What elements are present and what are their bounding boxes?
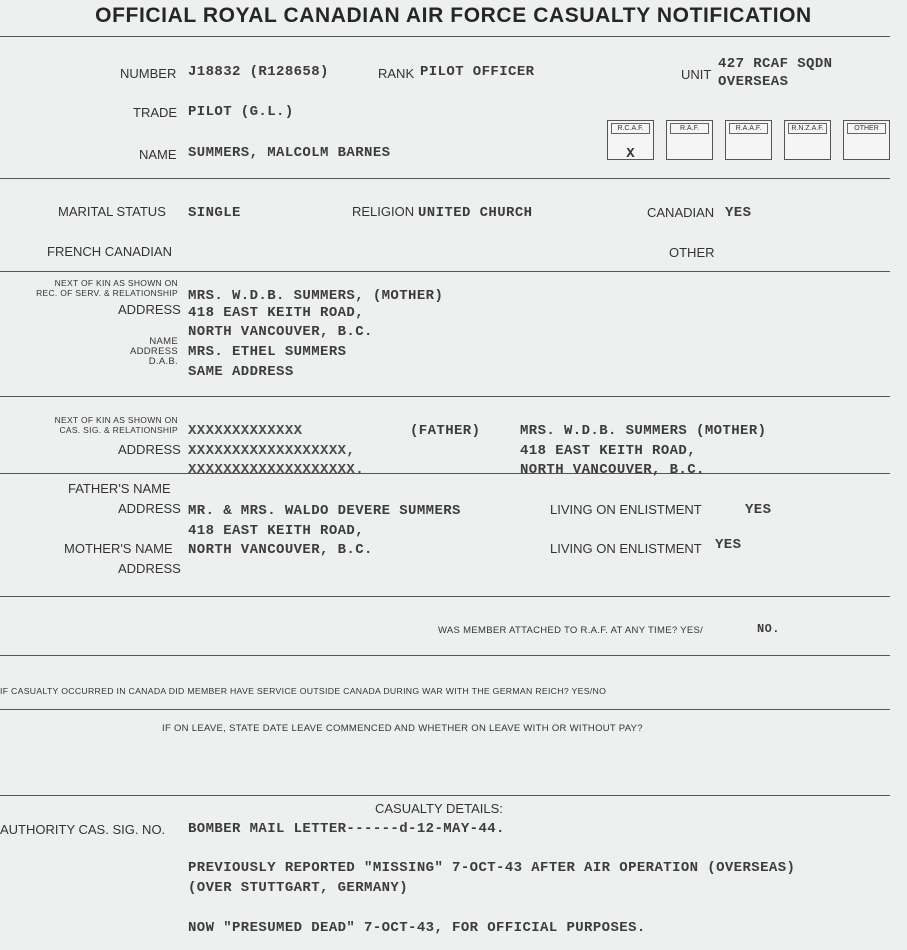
mother-address-label: ADDRESS [118, 561, 181, 576]
name-label: NAME [139, 147, 177, 162]
canadian-value: YES [725, 205, 752, 221]
religion-value: UNITED CHURCH [418, 205, 533, 221]
father-address-label: ADDRESS [118, 501, 181, 516]
other-label: OTHER [669, 245, 715, 260]
checkbox-other[interactable] [843, 120, 890, 160]
trade-value: PILOT (G.L.) [188, 104, 294, 120]
nok-cas-new-value: MRS. W.D.B. SUMMERS (MOTHER) [520, 423, 767, 439]
divider [0, 271, 890, 272]
on-leave-label: IF ON LEAVE, STATE DATE LEAVE COMMENCED AND WHETHER ON LEAVE WITH OR WITHOUT PAY? [162, 723, 643, 734]
marital-status-label: MARITAL STATUS [58, 204, 166, 219]
nok-cas-struck-address2: XXXXXXXXXXXXXXXXXXX. [188, 462, 365, 478]
nok-cas-label [20, 416, 178, 435]
checkbox-raaf[interactable] [725, 120, 772, 160]
checkbox-rcaf-label: R.C.A.F. [611, 123, 650, 134]
dab-label-name: NAME [149, 336, 178, 347]
name-value: SUMMERS, MALCOLM BARNES [188, 145, 391, 161]
divider [0, 795, 890, 796]
rank-value: PILOT OFFICER [420, 64, 535, 80]
mothers-name-label: MOTHER'S NAME [64, 541, 173, 556]
dab-address-value: SAME ADDRESS [188, 364, 294, 380]
divider [0, 36, 890, 37]
trade-label: TRADE [133, 105, 178, 120]
canadian-label: CANADIAN [647, 205, 715, 220]
authority-label: AUTHORITY CAS. SIG. NO. [0, 822, 166, 837]
parents-address-line2: NORTH VANCOUVER, B.C. [188, 542, 373, 558]
nok-cas-new-address-line2: NORTH VANCOUVER, B.C. [520, 462, 705, 478]
service-outside-label: IF CASUALTY OCCURRED IN CANADA DID MEMBER HAVE SERVICE OUTSIDE CANADA DURING WAR WITH THE GERMAN REICH? YES/NO [0, 686, 607, 696]
nok-cas-father: (FATHER) [410, 423, 481, 439]
unit-label: UNIT [681, 67, 712, 82]
nok-cas-label-line2: CAS. SIG. & RELATIONSHIP [59, 424, 178, 435]
marital-status-value: SINGLE [188, 205, 241, 221]
mother-living-value: YES [715, 537, 742, 553]
fathers-name-label: FATHER'S NAME [68, 481, 171, 496]
parents-address-line1: 418 EAST KEITH ROAD, [188, 523, 365, 539]
casualty-detail-line2: (OVER STUTTGART, GERMANY) [188, 880, 409, 896]
unit-value-line2: OVERSEAS [718, 74, 789, 90]
divider [0, 655, 890, 656]
nok-rec-address-label: ADDRESS [118, 302, 181, 317]
checkbox-raf-label: R.A.F. [670, 123, 709, 134]
nok-cas-struck-address1: XXXXXXXXXXXXXXXXXX, [188, 443, 356, 459]
nok-cas-struck-name: XXXXXXXXXXXXX [188, 423, 303, 439]
attached-raf-value: NO. [757, 622, 780, 636]
french-canadian-label: FRENCH CANADIAN [47, 244, 172, 259]
parents-value: MR. & MRS. WALDO DEVERE SUMMERS [188, 503, 461, 519]
checkbox-other-label: OTHER [847, 123, 886, 134]
divider [0, 396, 890, 397]
casualty-detail-line1: PREVIOUSLY REPORTED "MISSING" 7-OCT-43 AFTER AIR OPERATION (OVERSEAS) [188, 860, 796, 876]
authority-value: BOMBER MAIL LETTER------d-12-MAY-44. [188, 821, 505, 837]
father-living-value: YES [745, 502, 772, 518]
nok-cas-label-line1: NEXT OF KIN AS SHOWN ON [54, 415, 178, 425]
nok-cas-address-label: ADDRESS [118, 442, 181, 457]
father-living-label: LIVING ON ENLISTMENT [550, 502, 702, 517]
nok-rec-address-line2: NORTH VANCOUVER, B.C. [188, 324, 373, 340]
checkbox-raf[interactable] [666, 120, 713, 160]
form-title: OFFICIAL ROYAL CANADIAN AIR FORCE CASUALTY NOTIFICATION [95, 4, 812, 27]
nok-rec-value: MRS. W.D.B. SUMMERS, (MOTHER) [188, 288, 444, 304]
divider [0, 596, 890, 597]
divider [0, 473, 890, 474]
dab-label-dab: D.A.B. [148, 356, 178, 367]
nok-rec-address-line1: 418 EAST KEITH ROAD, [188, 305, 365, 321]
religion-label: RELIGION [352, 204, 415, 219]
number-value: J18832 (R128658) [188, 64, 329, 80]
casualty-detail-line3: NOW "PRESUMED DEAD" 7-OCT-43, FOR OFFICIAL PURPOSES. [188, 920, 646, 936]
checkbox-raaf-label: R.A.A.F. [729, 123, 768, 134]
divider [0, 709, 890, 710]
dab-label-address: ADDRESS [129, 346, 178, 357]
nok-rec-label [20, 279, 178, 298]
nok-rec-label-line1: NEXT OF KIN AS SHOWN ON [54, 278, 178, 288]
unit-value-line1: 427 RCAF SQDN [718, 56, 833, 72]
divider [0, 178, 890, 179]
dab-label [100, 337, 178, 367]
checkbox-rnzaf[interactable] [784, 120, 831, 160]
number-label: NUMBER [120, 66, 177, 81]
checkbox-rnzaf-label: R.N.Z.A.F. [788, 123, 827, 134]
attached-raf-label: WAS MEMBER ATTACHED TO R.A.F. AT ANY TIME? YES/ [438, 625, 704, 636]
nok-cas-new-address-line1: 418 EAST KEITH ROAD, [520, 443, 697, 459]
checkbox-rcaf[interactable] [607, 120, 654, 160]
nok-rec-label-line2: REC. OF SERV. & RELATIONSHIP [36, 287, 178, 298]
dab-name-value: MRS. ETHEL SUMMERS [188, 344, 347, 360]
mother-living-label: LIVING ON ENLISTMENT [550, 541, 702, 556]
rank-label: RANK [378, 66, 415, 81]
casualty-details-heading: CASUALTY DETAILS: [375, 801, 503, 816]
checkbox-rcaf-mark: X [626, 146, 635, 162]
